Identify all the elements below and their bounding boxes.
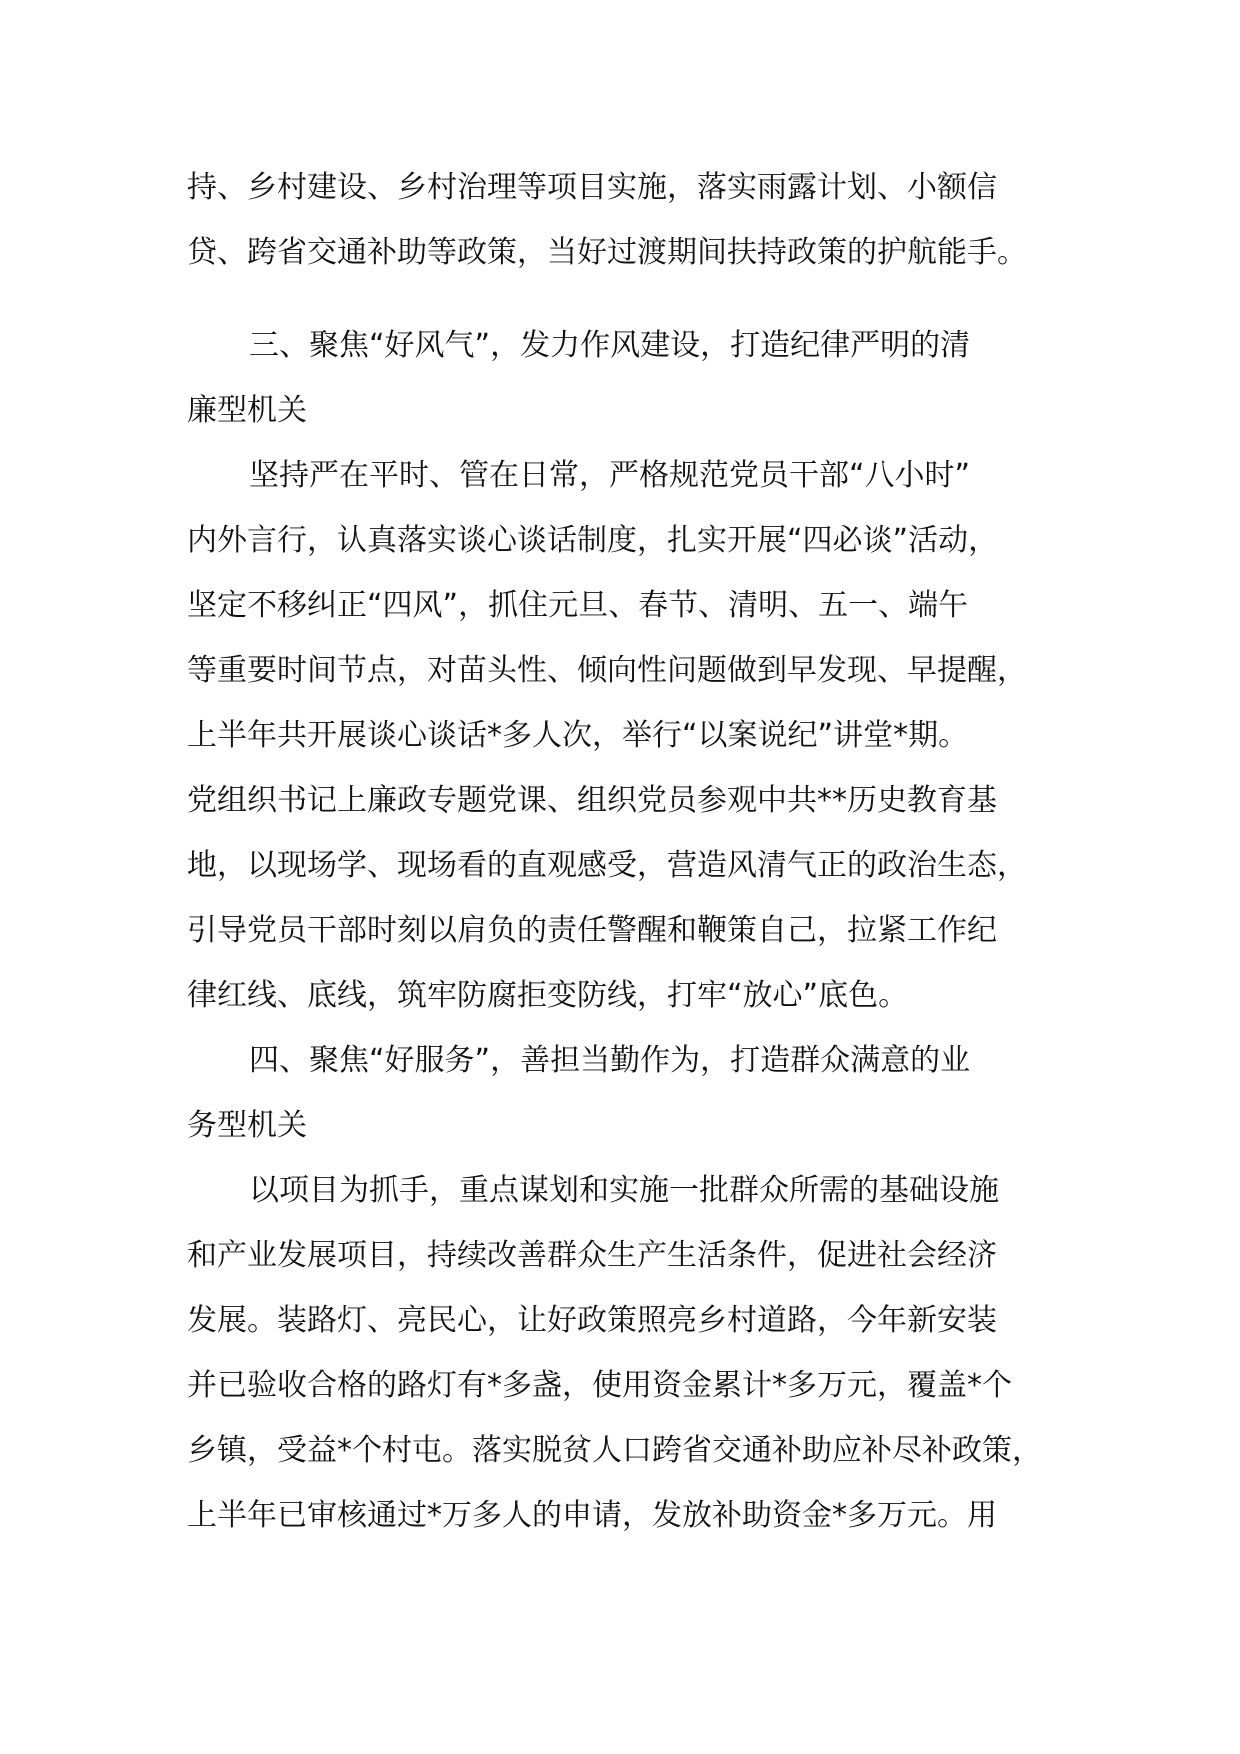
paragraph-line: 律红线、底线，筑牢防腐拒变防线，打牢“放心”底色。 <box>187 978 909 1013</box>
paragraph-line: 地，以现场学、现场看的直观感受，营造风清气正的政治生态， <box>187 848 1027 883</box>
paragraph-line: 坚持严在平时、管在日常，严格规范党员干部“八小时” <box>249 458 971 493</box>
paragraph-line: 和产业发展项目，持续改善群众生产生活条件，促进社会经济 <box>187 1238 997 1273</box>
paragraph-line: 持、乡村建设、乡村治理等项目实施，落实雨露计划、小额信 <box>187 170 997 205</box>
paragraph-line: 坚定不移纠正“四风”，抓住元旦、春节、清明、五一、端午 <box>187 588 969 623</box>
paragraph-line: 发展。装路灯、亮民心，让好政策照亮乡村道路，今年新安装 <box>187 1303 997 1338</box>
paragraph-line: 党组织书记上廉政专题党课、组织党员参观中共**历史教育基 <box>187 783 997 818</box>
paragraph-line: 等重要时间节点，对苗头性、倾向性问题做到早发现、早提醒， <box>187 653 1027 688</box>
section-heading-3-cont: 廉型机关 <box>187 393 307 428</box>
document-body <box>187 168 1087 1561</box>
paragraph-line: 引导党员干部时刻以肩负的责任警醒和鞭策自己，拉紧工作纪 <box>187 913 997 948</box>
section-heading-4-cont: 务型机关 <box>187 1108 307 1143</box>
paragraph-line: 并已验收合格的路灯有*多盏，使用资金累计*多万元，覆盖*个 <box>187 1368 1012 1403</box>
section-heading-3: 三、聚焦“好风气”，发力作风建设，打造纪律严明的清 <box>249 328 971 363</box>
paragraph-line: 上半年共开展谈心谈话*多人次，举行“以案说纪”讲堂*期。 <box>187 718 969 753</box>
section-heading-4: 四、聚焦“好服务”，善担当勤作为，打造群众满意的业 <box>249 1043 971 1078</box>
paragraph-line: 乡镇，受益*个村屯。落实脱贫人口跨省交通补助应补尽补政策， <box>187 1433 1042 1468</box>
paragraph-line: 贷、跨省交通补助等政策，当好过渡期间扶持政策的护航能手。 <box>187 235 1027 270</box>
paragraph-line: 内外言行，认真落实谈心谈话制度，扎实开展“四必谈”活动， <box>187 523 999 558</box>
paragraph-line: 以项目为抓手，重点谋划和实施一批群众所需的基础设施 <box>249 1173 999 1208</box>
paragraph-spacer <box>187 298 1087 326</box>
paragraph-line: 上半年已审核通过*万多人的申请，发放补助资金*多万元。用 <box>187 1498 997 1533</box>
